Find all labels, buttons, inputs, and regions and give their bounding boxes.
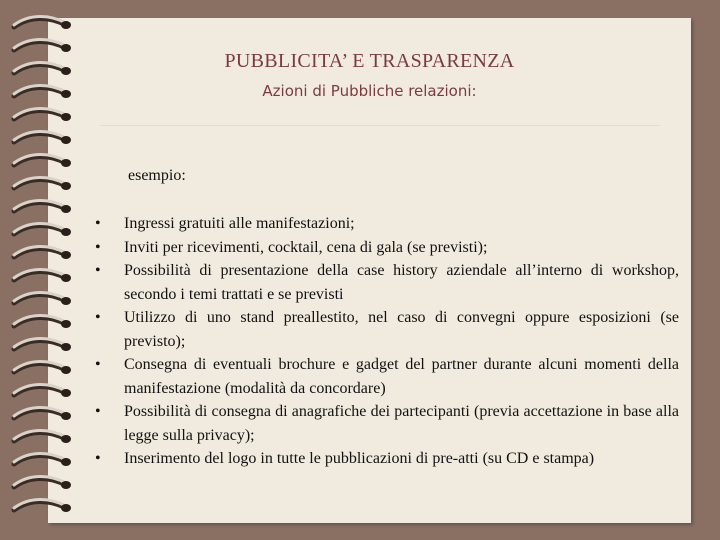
- binding-ring: [14, 361, 71, 374]
- binding-ring: [14, 108, 71, 121]
- bullet-item: • Inserimento del logo in tutte le pubblicazioni di pre-atti (su CD e stampa): [95, 447, 679, 471]
- binding-ring: [14, 269, 71, 282]
- divider: [100, 125, 660, 126]
- binding-ring: [14, 177, 71, 190]
- binding-ring: [14, 476, 71, 489]
- binding-ring: [14, 453, 71, 466]
- binding-ring: [14, 131, 71, 144]
- lead-text: esempio:: [128, 167, 186, 184]
- binding-ring: [14, 200, 71, 213]
- slide-title: PUBBLICITA’ E TRASPARENZA: [224, 50, 515, 72]
- binding-ring: [14, 315, 71, 328]
- slide-subtitle: Azioni di Pubbliche relazioni:: [262, 82, 477, 100]
- bullet-item: • Possibilità di presentazione della case history aziendale all’interno di workshop, secondo i temi trattati e se previsti: [95, 259, 679, 306]
- bullet-item: • Utilizzo di uno stand preallestito, nel caso di convegni oppure esposizioni (se previsto);: [95, 306, 679, 353]
- binding-ring: [14, 499, 71, 512]
- bullet-item: • Consegna di eventuali brochure e gadget del partner durante alcuni momenti della manifestazione (modalità da concordare): [95, 353, 679, 400]
- bullet-item: • Ingressi gratuiti alle manifestazioni;: [95, 212, 679, 236]
- binding-ring: [14, 292, 71, 305]
- binding-ring: [14, 407, 71, 420]
- bullet-list: [95, 212, 679, 471]
- bullet-item: • Inviti per ricevimenti, cocktail, cena di gala (se previsti);: [95, 236, 679, 260]
- binding-ring: [14, 338, 71, 351]
- binding-ring: [14, 223, 71, 236]
- binding-ring: [14, 16, 71, 29]
- binding-ring: [14, 154, 71, 167]
- bullet-item: • Possibilità di consegna di anagrafiche dei partecipanti (previa accettazione in base alla legge sulla privacy);: [95, 400, 679, 447]
- binding-ring: [14, 246, 71, 259]
- binding-ring: [14, 430, 71, 443]
- binding-ring: [14, 384, 71, 397]
